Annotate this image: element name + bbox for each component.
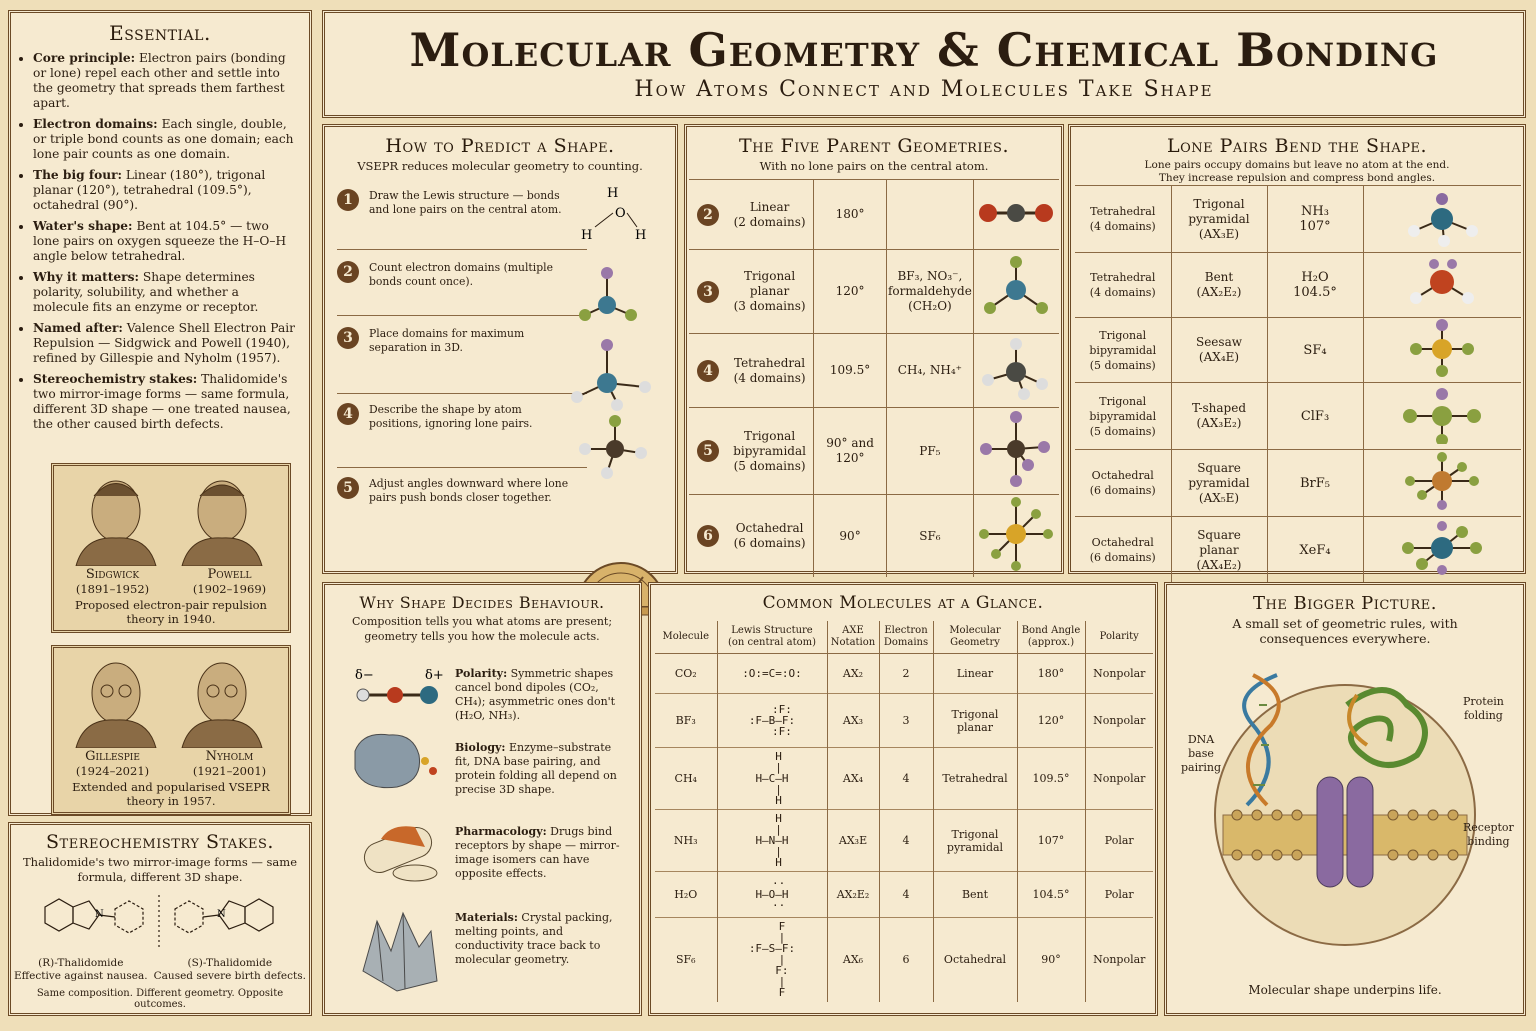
essential-item: • Water's shape: Bent at 104.5° — two lone pairs on oxygen squeeze the H–O–H angle below tetrahedral.	[33, 219, 297, 264]
page-title: Molecular Geometry & Chemical Bonding	[409, 23, 1439, 77]
lonepairs-title: Lone Pairs Bend the Shape.	[1166, 135, 1428, 157]
sf4-model	[1382, 319, 1502, 377]
essential-title: Essential.	[109, 21, 211, 45]
bigger-title: The Bigger Picture.	[1252, 593, 1437, 614]
portrait-dates: (1924–2021)	[75, 764, 150, 778]
why-item-polarity: Polarity: Symmetric shapes cancel bond dipoles (CO₂, CH₄); asymmetric ones don't (H₂O, NH₃).	[455, 667, 616, 722]
why-item-biology: Biology: Enzyme–substrate fit, DNA base pairing, and protein folding all depend on precise 3D shape.	[455, 741, 617, 796]
stereo-footer: Same composition. Different geometry. Opposite outcomes.	[36, 988, 284, 1010]
svg-text:H: H	[581, 228, 593, 243]
parents-title: The Five Parent Geometries.	[739, 135, 1009, 157]
step-number: 1	[337, 189, 359, 211]
table-row: BF₃ :F: :F–B–F: :F: AX₃ 3 Trigonal planar 120° Nonpolar	[655, 694, 1153, 748]
essential-list	[33, 51, 297, 432]
essential-item: • The big four: Linear (180°), trigonal planar (120°), tetrahedral (109.5°), octahedral (90°).	[33, 168, 297, 213]
portrait-illustration	[54, 648, 288, 748]
dna-label: DNA base pairing	[1181, 733, 1222, 774]
why-panel	[322, 582, 642, 1016]
lone-pairs-panel	[1068, 124, 1526, 574]
svg-text:H: H	[607, 186, 619, 201]
table-row: Tetrahedral (4 domains) Trigonal pyramidal (AX₃E) NH₃ 107°	[1075, 186, 1521, 253]
predict-subtitle: VSEPR reduces molecular geometry to counting.	[357, 159, 643, 173]
essential-item: • Electron domains: Each single, double, or triple bond counts as one domain; each lone pair counts as one domain.	[33, 117, 297, 162]
svg-text:O: O	[615, 206, 626, 221]
bigger-footer: Molecular shape underpins life.	[1248, 983, 1442, 997]
common-title: Common Molecules at a Glance.	[762, 593, 1044, 613]
why-title: Why Shape Decides Behaviour.	[359, 593, 605, 612]
portrait-sidgwick-powell	[51, 463, 291, 633]
table-row: Octahedral (6 domains) Square planar (AX₄E₂) XeF₄	[1075, 517, 1521, 584]
table-row: Octahedral (6 domains) Square pyramidal (AX₅E) BrF₅	[1075, 450, 1521, 517]
thalidomide-structures	[11, 887, 307, 957]
essential-item: • Core principle: Electron pairs (bonding or lone) repel each other and settle into the geometry that spreads them farthest apart.	[33, 51, 297, 111]
r-thalidomide-note: Effective against nausea.	[14, 970, 148, 982]
step-1	[337, 189, 577, 217]
bigger-subtitle: A small set of geometric rules, with consequences everywhere.	[1232, 616, 1458, 646]
parent-geometries-panel	[684, 124, 1064, 574]
essential-item: • Named after: Valence Shell Electron Pair Repulsion — Sidgwick and Powell (1940), refined by Gillespie and Nyholm (1957).	[33, 321, 297, 366]
step-2	[337, 261, 577, 289]
step-number: 5	[337, 477, 359, 499]
protein-label: Protein folding	[1463, 695, 1504, 722]
portrait-name: Gillespie	[85, 749, 140, 764]
table-row: SF₆ F | :F–S–F: | F: | F AX₆ 6 Octahedral 90° Nonpolar	[655, 918, 1153, 1002]
portrait-dates: (1921–2001)	[192, 764, 267, 778]
step-4	[337, 403, 577, 431]
stereo-subtitle: Thalidomide's two mirror-image forms — same formula, different 3D shape.	[23, 855, 297, 884]
step-number: 2	[337, 261, 359, 283]
parents-subtitle: With no lone pairs on the central atom.	[759, 159, 989, 173]
essential-panel	[8, 10, 312, 816]
table-row: 3 Trigonal planar (3 domains) 120° BF₃, NO₃⁻, formaldehyde (CH₂O)	[689, 250, 1059, 334]
header-banner	[322, 10, 1526, 118]
portrait-name: Powell	[207, 567, 252, 582]
why-illustrations	[333, 651, 453, 1031]
portrait-caption: Extended and popularised VSEPR theory in 1957.	[72, 780, 270, 808]
svg-text:N: N	[217, 909, 226, 920]
table-row: 6 Octahedral (6 domains) 90° SF₆	[689, 495, 1059, 578]
page-subtitle: How Atoms Connect and Molecules Take Shape	[634, 77, 1214, 102]
table-row: 2 Linear (2 domains) 180°	[689, 180, 1059, 250]
receptor-label: Receptor binding	[1463, 821, 1514, 848]
brf5-model	[1382, 451, 1502, 511]
why-item-materials: Materials: Crystal packing, melting points, and conductivity trace back to molecular geometry.	[455, 911, 613, 966]
essential-item: • Why it matters: Shape determines polarity, solubility, and whether a molecule fits an enzyme or receptor.	[33, 270, 297, 315]
tetrahedral-model	[976, 336, 1056, 402]
octahedral-model	[976, 496, 1056, 572]
portrait-gillespie-nyholm	[51, 645, 291, 815]
s-thalidomide-label: (S)-Thalidomide	[187, 957, 273, 969]
step-text: Count electron domains (multiple bonds count once).	[369, 261, 553, 288]
step-3	[337, 327, 577, 355]
r-thalidomide-label: (R)-Thalidomide	[38, 957, 124, 969]
step-text: Describe the shape by atom positions, ignoring lone pairs.	[369, 403, 533, 430]
lonepairs-table	[1075, 185, 1521, 583]
dipole-minus-label: δ−	[355, 668, 374, 683]
step-text: Draw the Lewis structure — bonds and lone pairs on the central atom.	[369, 189, 562, 216]
trigonal-planar-model	[976, 252, 1056, 328]
portrait-illustration	[54, 466, 288, 566]
portrait-name: Sidgwick	[85, 567, 140, 582]
h2o-model	[1382, 254, 1502, 312]
linear-model	[976, 198, 1056, 228]
table-row: CO₂ :O:=C=:O: AX₂ 2 Linear 180° Nonpolar	[655, 654, 1153, 694]
table-row: H₂O ·· H–O–H ·· AX₂E₂ 4 Bent 104.5° Polar	[655, 872, 1153, 918]
parents-table	[689, 179, 1059, 577]
step-number: 3	[337, 327, 359, 349]
portrait-dates: (1902–1969)	[192, 582, 267, 596]
lonepairs-subtitle: Lone pairs occupy domains but leave no atom at the end. They increase repulsion and compress bond angles.	[1144, 159, 1450, 184]
step-text: Place domains for maximum separation in 3D.	[369, 327, 525, 354]
portrait-name: Nyholm	[205, 749, 254, 764]
predict-title: How to Predict a Shape.	[385, 135, 615, 157]
step-5	[337, 477, 577, 505]
table-row: 5 Trigonal bipyramidal (5 domains) 90° and 120° PF₅	[689, 408, 1059, 495]
step-text: Adjust angles downward where lone pairs push bonds closer together.	[369, 477, 569, 504]
clf3-model	[1382, 384, 1502, 444]
table-row: Trigonal bipyramidal (5 domains) T-shaped (AX₃E₂) ClF₃	[1075, 383, 1521, 450]
why-item-pharmacology: Pharmacology: Drugs bind receptors by shape — mirror-image isomers can have opposite effects.	[455, 825, 620, 880]
table-row: 4 Tetrahedral (4 domains) 109.5° CH₄, NH₄⁺	[689, 334, 1059, 408]
dipole-plus-label: δ+	[425, 668, 444, 683]
portrait-caption: Proposed electron-pair repulsion theory in 1940.	[75, 598, 267, 626]
portrait-dates: (1891–1952)	[75, 582, 150, 596]
xef4-model	[1382, 518, 1502, 578]
predict-illustrations	[571, 177, 671, 617]
table-row: Tetrahedral (4 domains) Bent (AX₂E₂) H₂O 104.5°	[1075, 253, 1521, 318]
table-row: CH₄ H | H–C–H | H AX₄ 4 Tetrahedral 109.5° Nonpolar	[655, 748, 1153, 810]
step-number: 4	[337, 403, 359, 425]
essential-item: • Stereochemistry stakes: Thalidomide's two mirror-image forms — same formula, different 3D shape — one treated nausea, the other caused birth defects.	[33, 372, 297, 432]
bigger-picture-panel	[1164, 582, 1526, 1016]
svg-text:N: N	[95, 909, 104, 920]
stereo-panel	[8, 822, 312, 1016]
common-molecules-panel	[648, 582, 1158, 1016]
common-table	[655, 621, 1153, 1002]
stereo-title: Stereochemistry Stakes.	[46, 831, 274, 853]
table-header-row: Molecule Lewis Structure (on central atom) AXE Notation Electron Domains Molecular Geometry Bond Angle (approx.) Polarity	[655, 621, 1153, 654]
table-row: Trigonal bipyramidal (5 domains) Seesaw (AX₄E) SF₄	[1075, 318, 1521, 383]
predict-panel	[322, 124, 678, 574]
why-subtitle: Composition tells you what atoms are present; geometry tells you how the molecule acts.	[351, 615, 613, 643]
trigonal-bipyramidal-model	[976, 409, 1056, 489]
table-row: NH₃ H | H–N–H | H AX₃E 4 Trigonal pyramidal 107° Polar	[655, 810, 1153, 872]
s-thalidomide-note: Caused severe birth defects.	[153, 970, 306, 982]
svg-text:H: H	[635, 228, 647, 243]
nh3-model	[1382, 187, 1502, 247]
